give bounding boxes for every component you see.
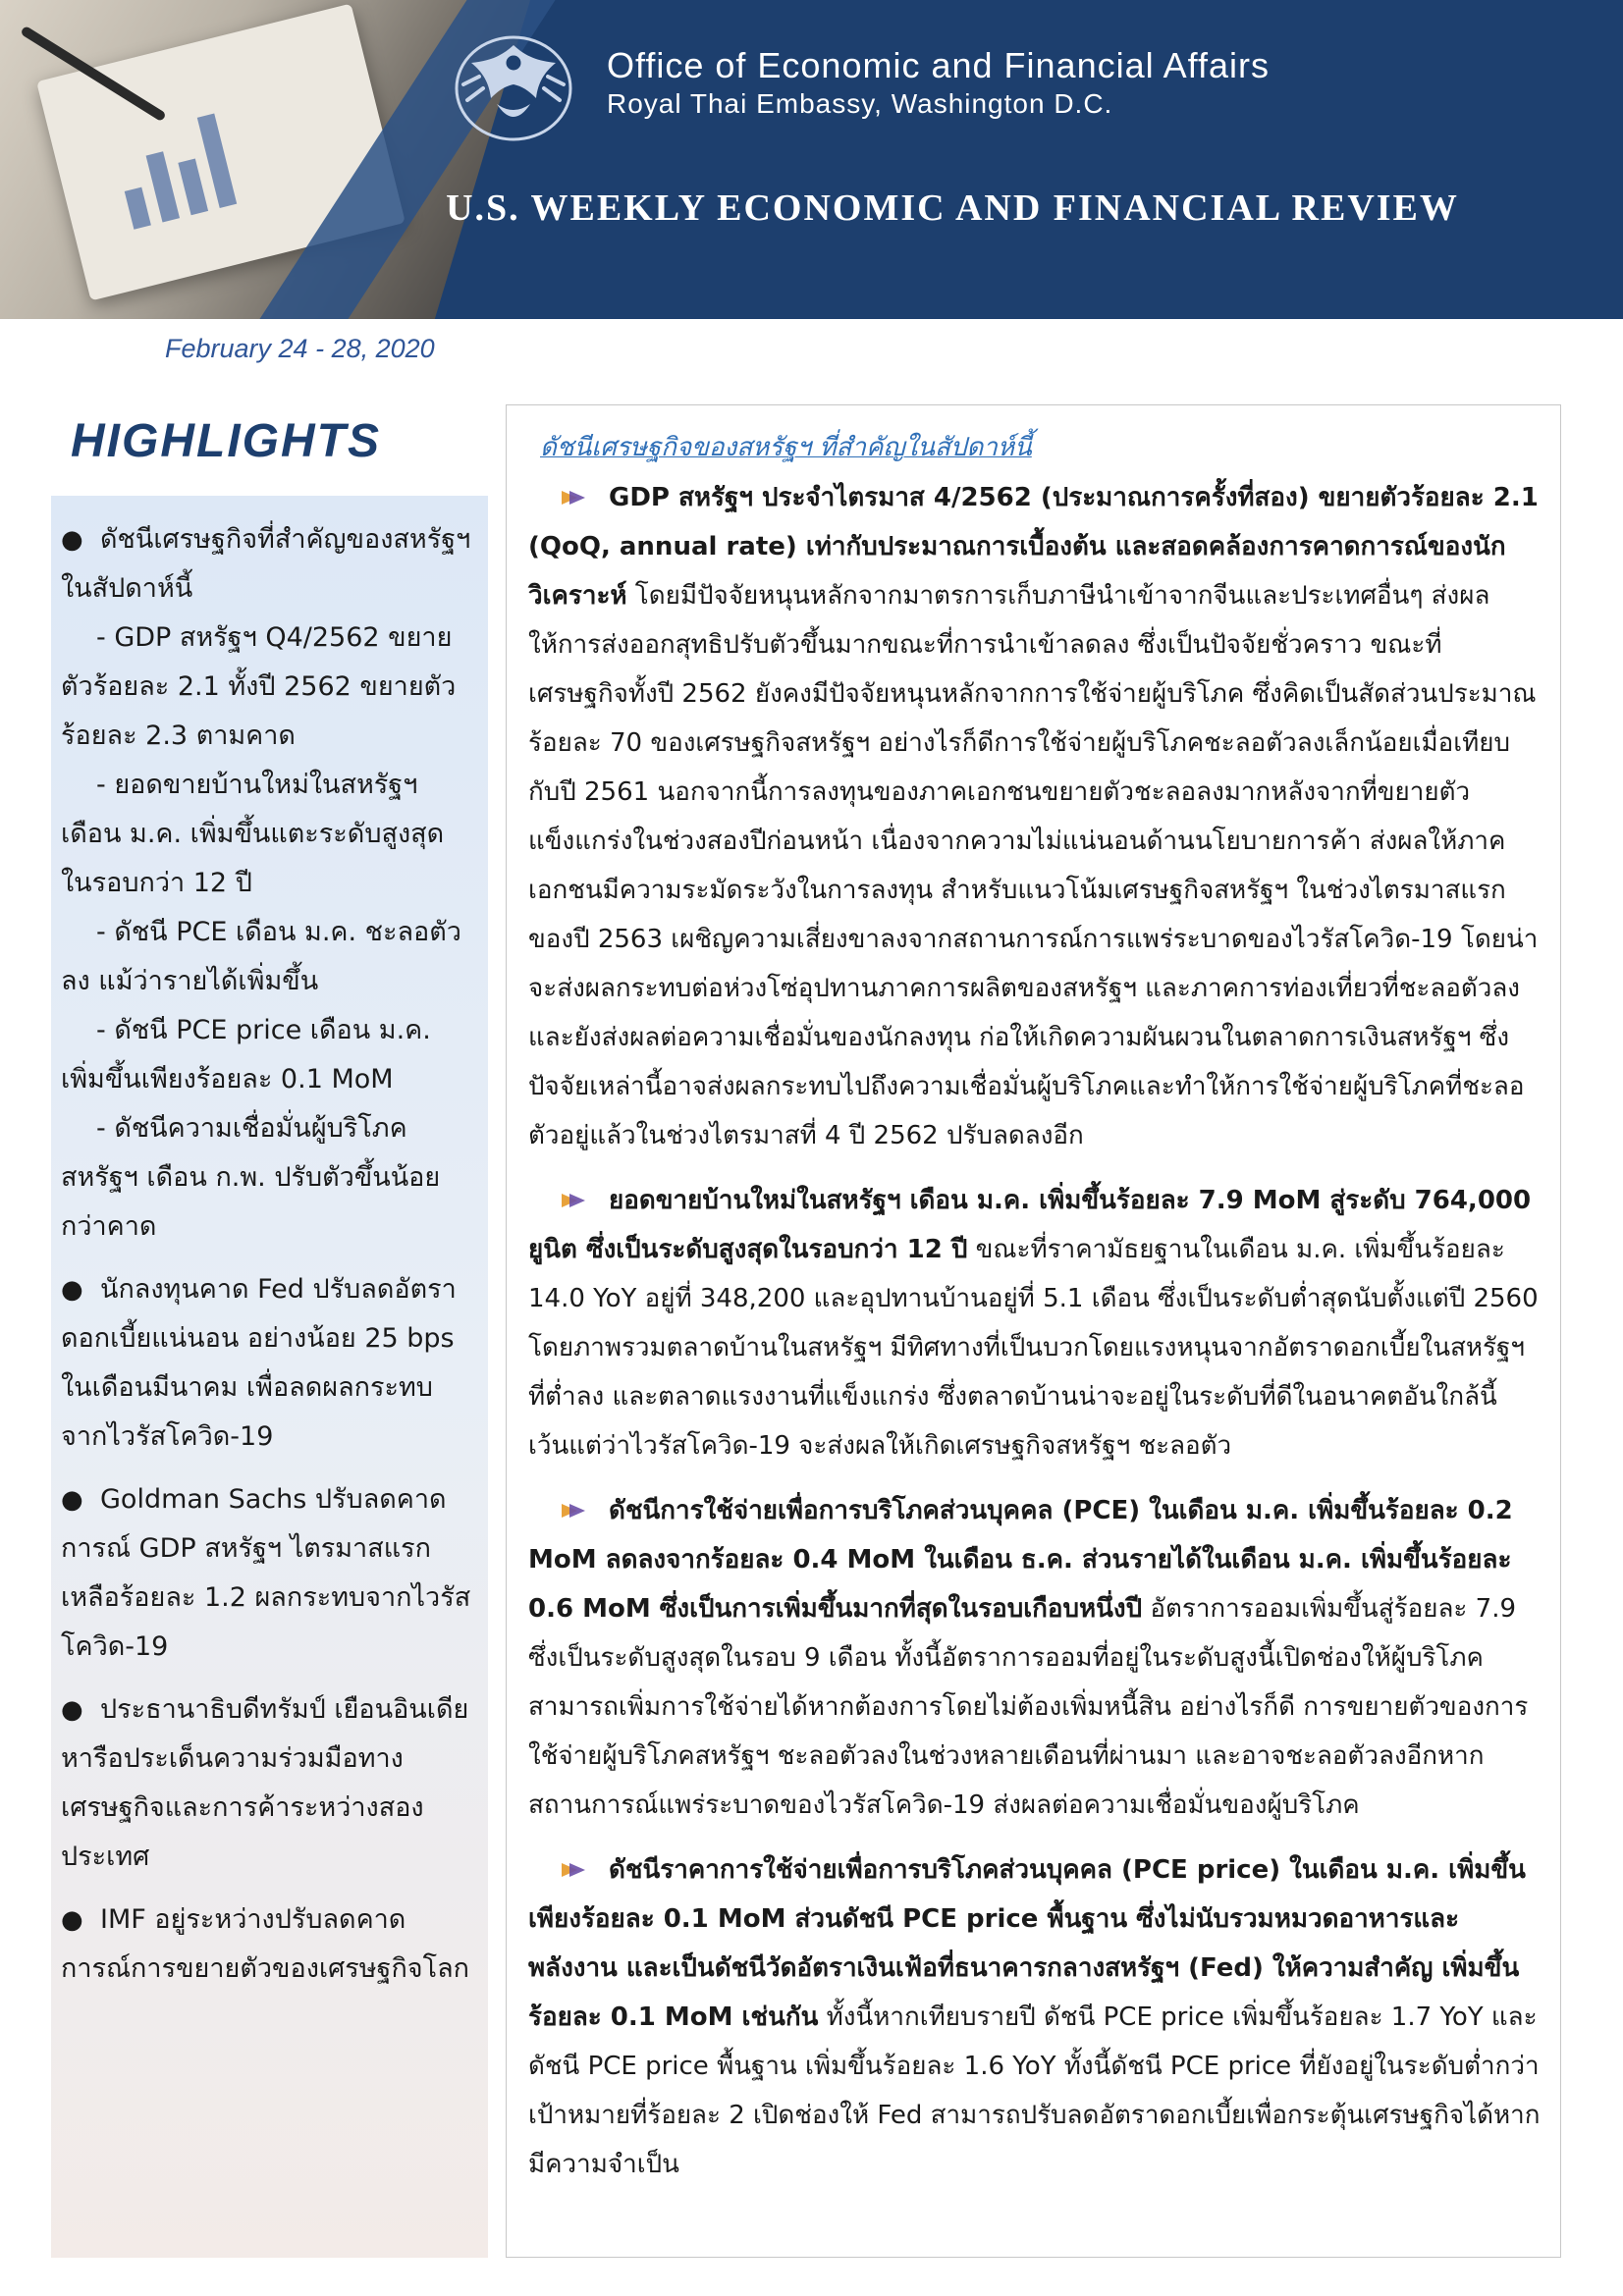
highlight-item [61,1685,472,1882]
arrow-bullet-icon [560,1500,587,1522]
highlights-title: HIGHLIGHTS [71,415,381,467]
org-subtitle: Royal Thai Embassy, Washington D.C. [607,88,1113,119]
arrow-bullet-icon [560,1859,587,1881]
highlight-item [61,1265,472,1462]
paragraph-lead: ดัชนีราคาการใช้จ่ายเพื่อการบริโภคส่วนบุคคล (PCE price) ในเดือน ม.ค. เพิ่มขึ้นเพียงร้อยละ 0.1 MoM ส่วนดัชนี PCE price พื้นฐาน ซึ่งไม่นับรวมหมวดอาหารและพลังงาน และเป็นดัชนีวัดอัตราเงินเฟ้อที่ธนาคารกลางสหรัฐฯ (Fed) ให้ความสำคัญ เพิ่มขึ้นร้อยละ 0.1 MoM เช่นกัน [528,1855,1526,2032]
bullet-icon: ● [61,525,83,555]
bullet-icon: ● [61,1695,83,1725]
bullet-icon: ● [61,1275,83,1305]
paragraph-body: โดยมีปัจจัยหนุนหลักจากมาตรการเก็บภาษีนำเข้าจากจีนและประเทศอื่นๆ ส่งผลให้การส่งออกสุทธิปรับตัวขึ้นมากขณะที่การนำเข้าลดลง ซึ่งเป็นปัจจัยชั่วคราว ขณะที่เศรษฐกิจทั้งปี 2562 ยังคงมีปัจจัยหนุนหลักจากการใช้จ่ายผู้บริโภค ซึ่งคิดเป็นสัดส่วนประมาณร้อยละ 70 ของเศรษฐกิจสหรัฐฯ อย่างไรก็ดีการใช้จ่ายผู้บริโภคชะลอตัวลงเล็กน้อยเมื่อเทียบกับปี 2561 นอกจากนี้การลงทุนของภาคเอกชนขยายตัวชะลอลงมากหลังจากที่ขยายตัวแข็งแกร่งในช่วงสองปีก่อนหน้า เนื่องจากความไม่แน่นอนด้านนโยบายการค้า ส่งผลให้ภาคเอกชนมีความระมัดระวังในการลงทุน สำหรับแนวโน้มเศรษฐกิจสหรัฐฯ ในช่วงไตรมาสแรกของปี 2563 เผชิญความเสี่ยงขาลงจากสถานการณ์การแพร่ระบาดของไวรัสโควิด-19 โดยน่าจะส่งผลกระทบต่อห่วงโซ่อุปทานภาคการผลิตของสหรัฐฯ และภาคการท่องเที่ยวที่ชะลอตัวลง และยังส่งผลต่อความเชื่อมั่นของนักลงทุน ก่อให้เกิดความผันผวนในตลาดการเงินสหรัฐฯ ซึ่งปัจจัยเหล่านี้อาจส่งผลกระทบไปถึงความเชื่อมั่นผู้บริโภคและทำให้การใช้จ่ายผู้บริโภคที่ชะลอตัวอยู่แล้วในช่วงไตรมาสที่ 4 ปี 2562 ปรับลดลงอีก [528,581,1539,1150]
header-banner [0,0,1623,319]
highlight-text: ประธานาธิบดีทรัมป์ เยือนอินเดีย หารือประเด็นความร่วมมือทางเศรษฐกิจและการค้าระหว่างสองประเทศ [61,1694,469,1872]
highlight-subitem: - ดัชนี PCE เดือน ม.ค. ชะลอตัวลง แม้ว่ารายได้เพิ่มขึ้น [61,917,461,996]
report-date: February 24 - 28, 2020 [165,334,435,363]
highlight-text: ดัชนีเศรษฐกิจที่สำคัญของสหรัฐฯ ในสัปดาห์นี้ [61,524,471,604]
main-heading: ดัชนีเศรษฐกิจของสหรัฐฯ ที่สำคัญในสัปดาห์นี้ [540,433,1032,462]
article-paragraph [528,1845,1541,2189]
review-title: U.S. WEEKLY ECONOMIC AND FINANCIAL REVIEW [446,187,1459,229]
highlight-subitem: - GDP สหรัฐฯ Q4/2562 ขยายตัวร้อยละ 2.1 ทั้งปี 2562 ขยายตัวร้อยละ 2.3 ตามคาด [61,622,457,751]
highlight-text: นักลงทุนคาด Fed ปรับลดอัตราดอกเบี้ยแน่นอน อย่างน้อย 25 bps ในเดือนมีนาคม เพื่อลดผลกระทบจากไวรัสโควิด-19 [61,1274,457,1452]
bullet-icon: ● [61,1485,83,1515]
paragraph-lead: ยอดขายบ้านใหม่ในสหรัฐฯ เดือน ม.ค. เพิ่มขึ้นร้อยละ 7.9 MoM สู่ระดับ 764,000 ยูนิต ซึ่งเป็นระดับสูงสุดในรอบกว่า 12 ปี [528,1186,1532,1264]
highlights-sidebar [51,496,488,2258]
paragraph-lead: GDP สหรัฐฯ ประจำไตรมาส 4/2562 (ประมาณการครั้งที่สอง) ขยายตัวร้อยละ 2.1 (QoQ, annual rate) เท่ากับประมาณการเบื้องต้น และสอดคล้องการคาดการณ์ของนักวิเคราะห์ [528,483,1539,611]
paragraph-body: ขณะที่ราคามัธยฐานในเดือน ม.ค. เพิ่มขึ้นร้อยละ 14.0 YoY อยู่ที่ 348,200 และอุปทานบ้านอยู่ที่ 5.1 เดือน ซึ่งเป็นระดับต่ำสุดนับตั้งแต่ปี 2560 โดยภาพรวมตลาดบ้านในสหรัฐฯ มีทิศทางที่เป็นบวกโดยแรงหนุนจากอัตราดอกเบี้ยในสหรัฐฯ ที่ต่ำลง และตลาดแรงงานที่แข็งแกร่ง ซึ่งตลาดบ้านน่าจะอยู่ในระดับที่ดีในอนาคตอันใกล้นี้ เว้นแต่ว่าไวรัสโควิด-19 จะส่งผลให้เกิดเศรษฐกิจสหรัฐฯ ชะลอตัว [528,1235,1539,1461]
highlight-item [61,1896,472,1994]
article-paragraph [528,1176,1541,1470]
photo-chart-bar [125,187,151,230]
highlight-item [61,1475,472,1672]
highlight-text: IMF อยู่ระหว่างปรับลดคาดการณ์การขยายตัวของเศรษฐกิจโลก [61,1904,470,1984]
paragraph-body: ทั้งนี้หากเทียบรายปี ดัชนี PCE price เพิ่มขึ้นร้อยละ 1.7 YoY และดัชนี PCE price พื้นฐาน เพิ่มขึ้นร้อยละ 1.6 YoY ทั้งนี้ดัชนี PCE price ที่ยังอยู่ในระดับต่ำกว่าเป้าหมายที่ร้อยละ 2 เปิดช่องให้ Fed สามารถปรับลดอัตราดอกเบี้ยเพื่อกระตุ้นเศรษฐกิจได้หากมีความจำเป็น [528,2002,1541,2179]
arrow-bullet-icon [560,487,587,508]
paragraph-lead: ดัชนีการใช้จ่ายเพื่อการบริโภคส่วนบุคคล (PCE) ในเดือน ม.ค. เพิ่มขึ้นร้อยละ 0.2 MoM ลดลงจากร้อยละ 0.4 MoM ในเดือน ธ.ค. ส่วนรายได้ในเดือน ม.ค. เพิ่มขึ้นร้อยละ 0.6 MoM ซึ่งเป็นการเพิ่มขึ้นมากที่สุดในรอบเกือบหนึ่งปี [528,1496,1513,1624]
highlight-subitem: - ดัชนีความเชื่อมั่นผู้บริโภคสหรัฐฯ เดือน ก.พ. ปรับตัวขึ้นน้อยกว่าคาด [61,1113,441,1242]
main-article-panel [506,404,1561,2258]
highlight-text: Goldman Sachs ปรับลดคาดการณ์ GDP สหรัฐฯ ไตรมาสแรก เหลือร้อยละ 1.2 ผลกระทบจากไวรัสโควิด-19 [61,1484,471,1662]
org-title: Office of Economic and Financial Affairs [607,45,1270,85]
arrow-bullet-icon [560,1190,587,1211]
paragraph-body: อัตราการออมเพิ่มขึ้นสู่ร้อยละ 7.9 ซึ่งเป็นระดับสูงสุดในรอบ 9 เดือน ทั้งนี้อัตราการออมที่อยู่ในระดับสูงนี้เปิดช่องให้ผู้บริโภคสามารถเพิ่มการใช้จ่ายได้หากต้องการโดยไม่ต้องเพิ่มหนี้สิน อย่างไรก็ดี การขยายตัวของการใช้จ่ายผู้บริโภคสหรัฐฯ ชะลอตัวลงในช่วงหลายเดือนที่ผ่านมา และอาจชะลอตัวลงอีกหากสถานการณ์แพร่ระบาดของไวรัสโควิด-19 ส่งผลต่อความเชื่อมั่นของผู้บริโภค [528,1594,1529,1820]
photo-chart-bar [146,151,180,222]
highlight-subitem: - ดัชนี PCE price เดือน ม.ค. เพิ่มขึ้นเพียงร้อยละ 0.1 MoM [61,1015,431,1095]
photo-chart-bar [178,159,208,216]
highlight-subitem: - ยอดขายบ้านใหม่ในสหรัฐฯ เดือน ม.ค. เพิ่มขึ้นแตะระดับสูงสุดในรอบกว่า 12 ปี [61,770,445,898]
article-paragraph [528,473,1541,1160]
article-paragraph [528,1486,1541,1830]
highlight-item [61,515,472,1252]
bullet-icon: ● [61,1905,83,1935]
garuda-emblem-icon [450,27,577,143]
